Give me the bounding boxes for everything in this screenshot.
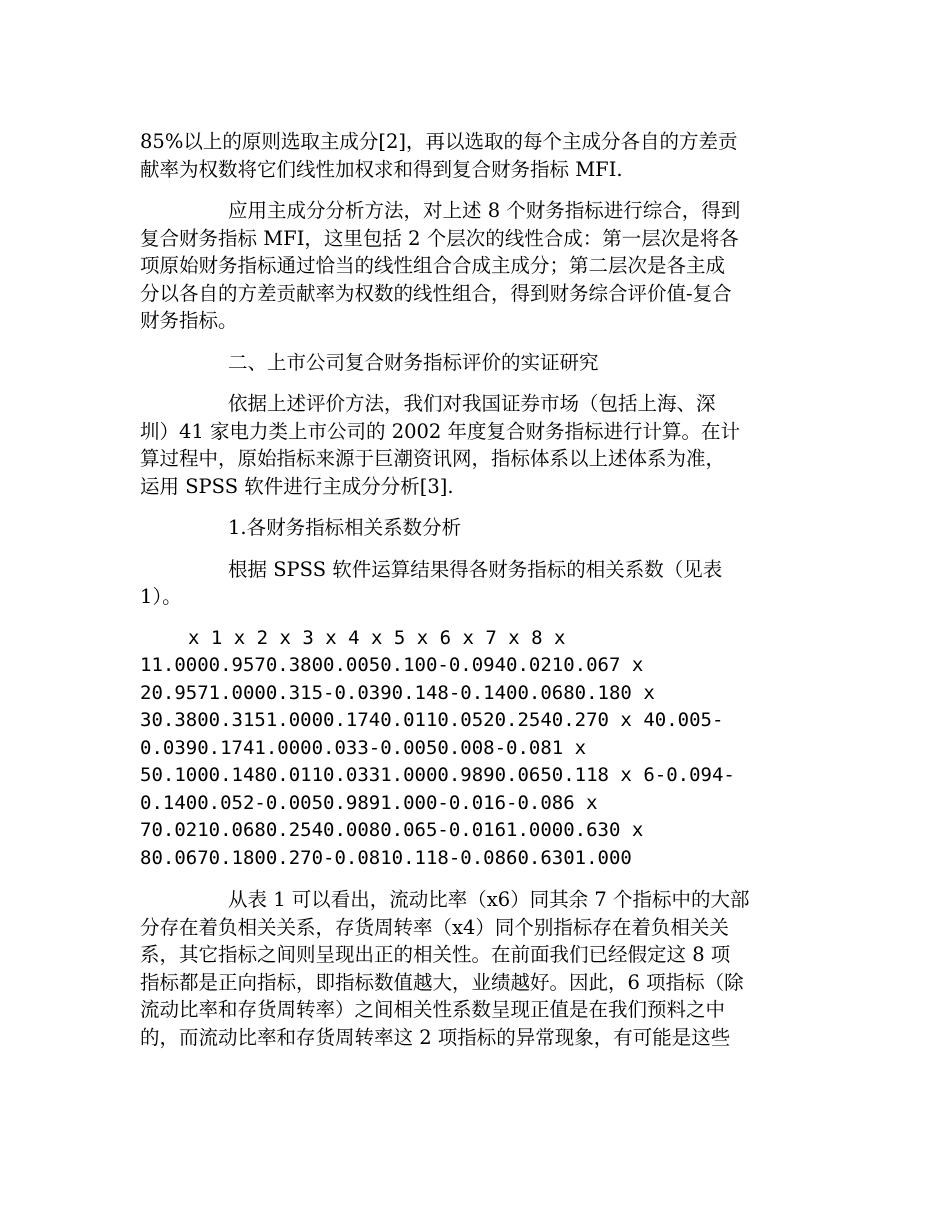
text-line: 系，其它指标之间则呈现出正的相关性。在前面我们已经假定这 8 项 bbox=[140, 943, 731, 966]
text-line: 项原始财务指标通过恰当的线性组合合成主成分；第二层次是各主成 bbox=[140, 254, 726, 277]
text-line: 的，而流动比率和存货周转率这 2 项指标的异常现象，有可能是这些 bbox=[140, 1025, 731, 1049]
text-line: 圳）41 家电力类上市公司的 2002 年度复合财务指标进行计算。在计 bbox=[140, 419, 741, 443]
table-line: 80.0670.1800.270-0.0810.118-0.0860.6301.000 bbox=[140, 846, 632, 869]
text-line: 复合财务指标 MFI，这里包括 2 个层次的线性合成：第一层次是将各 bbox=[140, 226, 739, 250]
text-line: 1）。 bbox=[140, 585, 182, 608]
table-line: 70.0210.0680.2540.0080.065-0.0161.0000.630 x bbox=[140, 819, 644, 841]
correlation-table-text bbox=[140, 625, 808, 873]
table-line: 50.1000.1480.0110.0331.0000.9890.0650.118 x 6-0.094- bbox=[140, 764, 735, 786]
text-line: 85%以上的原则选取主成分[2]，再以选取的每个主成分各自的方差贡 bbox=[140, 130, 738, 153]
text-line: 从表 1 可以看出，流动比率（x6）同其余 7 个指标中的大部 bbox=[228, 888, 750, 911]
paragraph-analysis bbox=[140, 886, 808, 1051]
paragraph-method bbox=[140, 197, 808, 335]
section-heading-text: 二、上市公司复合财务指标评价的实证研究 bbox=[228, 350, 599, 374]
subsection-heading-text: 1.各财务指标相关系数分析 bbox=[228, 516, 462, 539]
paragraph-mfi-definition bbox=[140, 128, 808, 183]
text-line: 算过程中，原始指标来源于巨潮资讯网，指标体系以上述体系为准， bbox=[140, 447, 726, 470]
text-line: 应用主成分分析方法，对上述 8 个财务指标进行综合，得到 bbox=[228, 199, 741, 222]
paragraph-empirical bbox=[140, 390, 808, 500]
text-line: 献率为权数将它们线性加权求和得到复合财务指标 MFI. bbox=[140, 157, 623, 181]
text-line: 分以各自的方差贡献率为权数的线性组合，得到财务综合评价值-复合 bbox=[140, 281, 732, 305]
table-line: 20.9571.0000.315-0.0390.148-0.1400.0680.180 x bbox=[140, 681, 655, 704]
text-line: 根据 SPSS 软件运算结果得各财务指标的相关系数（见表 bbox=[228, 557, 723, 581]
text-line: 分存在着负相关关系，存货周转率（x4）同个别指标存在着负相关关 bbox=[140, 915, 729, 939]
section-heading bbox=[140, 349, 808, 377]
table-line: 30.3800.3151.0000.1740.0110.0520.2540.270 x 40.005- bbox=[140, 709, 724, 731]
document-body bbox=[140, 128, 808, 1051]
text-line: 指标都是正向指标，即指标数值越大，业绩越好。因此，6 项指标（除 bbox=[140, 970, 744, 994]
text-line: 依据上述评价方法，我们对我国证券市场（包括上海、深 bbox=[228, 392, 716, 415]
table-line: 0.0390.1741.0000.033-0.0050.008-0.081 x bbox=[140, 736, 587, 759]
table-line: 11.0000.9570.3800.0050.100-0.0940.0210.067 x bbox=[140, 654, 644, 676]
table-line: 0.1400.052-0.0050.9891.000-0.016-0.086 x bbox=[140, 791, 598, 814]
text-line: 流动比率和存货周转率）之间相关性系数呈现正值是在我们预料之中 bbox=[140, 998, 726, 1021]
subsection-heading bbox=[140, 514, 808, 542]
paragraph-correlation-intro bbox=[140, 556, 808, 611]
text-line: 财务指标。 bbox=[140, 309, 238, 332]
text-line: 运用 SPSS 软件进行主成分分析[3]. bbox=[140, 474, 454, 498]
table-line: x 1 x 2 x 3 x 4 x 5 x 6 x 7 x 8 x bbox=[188, 626, 566, 649]
